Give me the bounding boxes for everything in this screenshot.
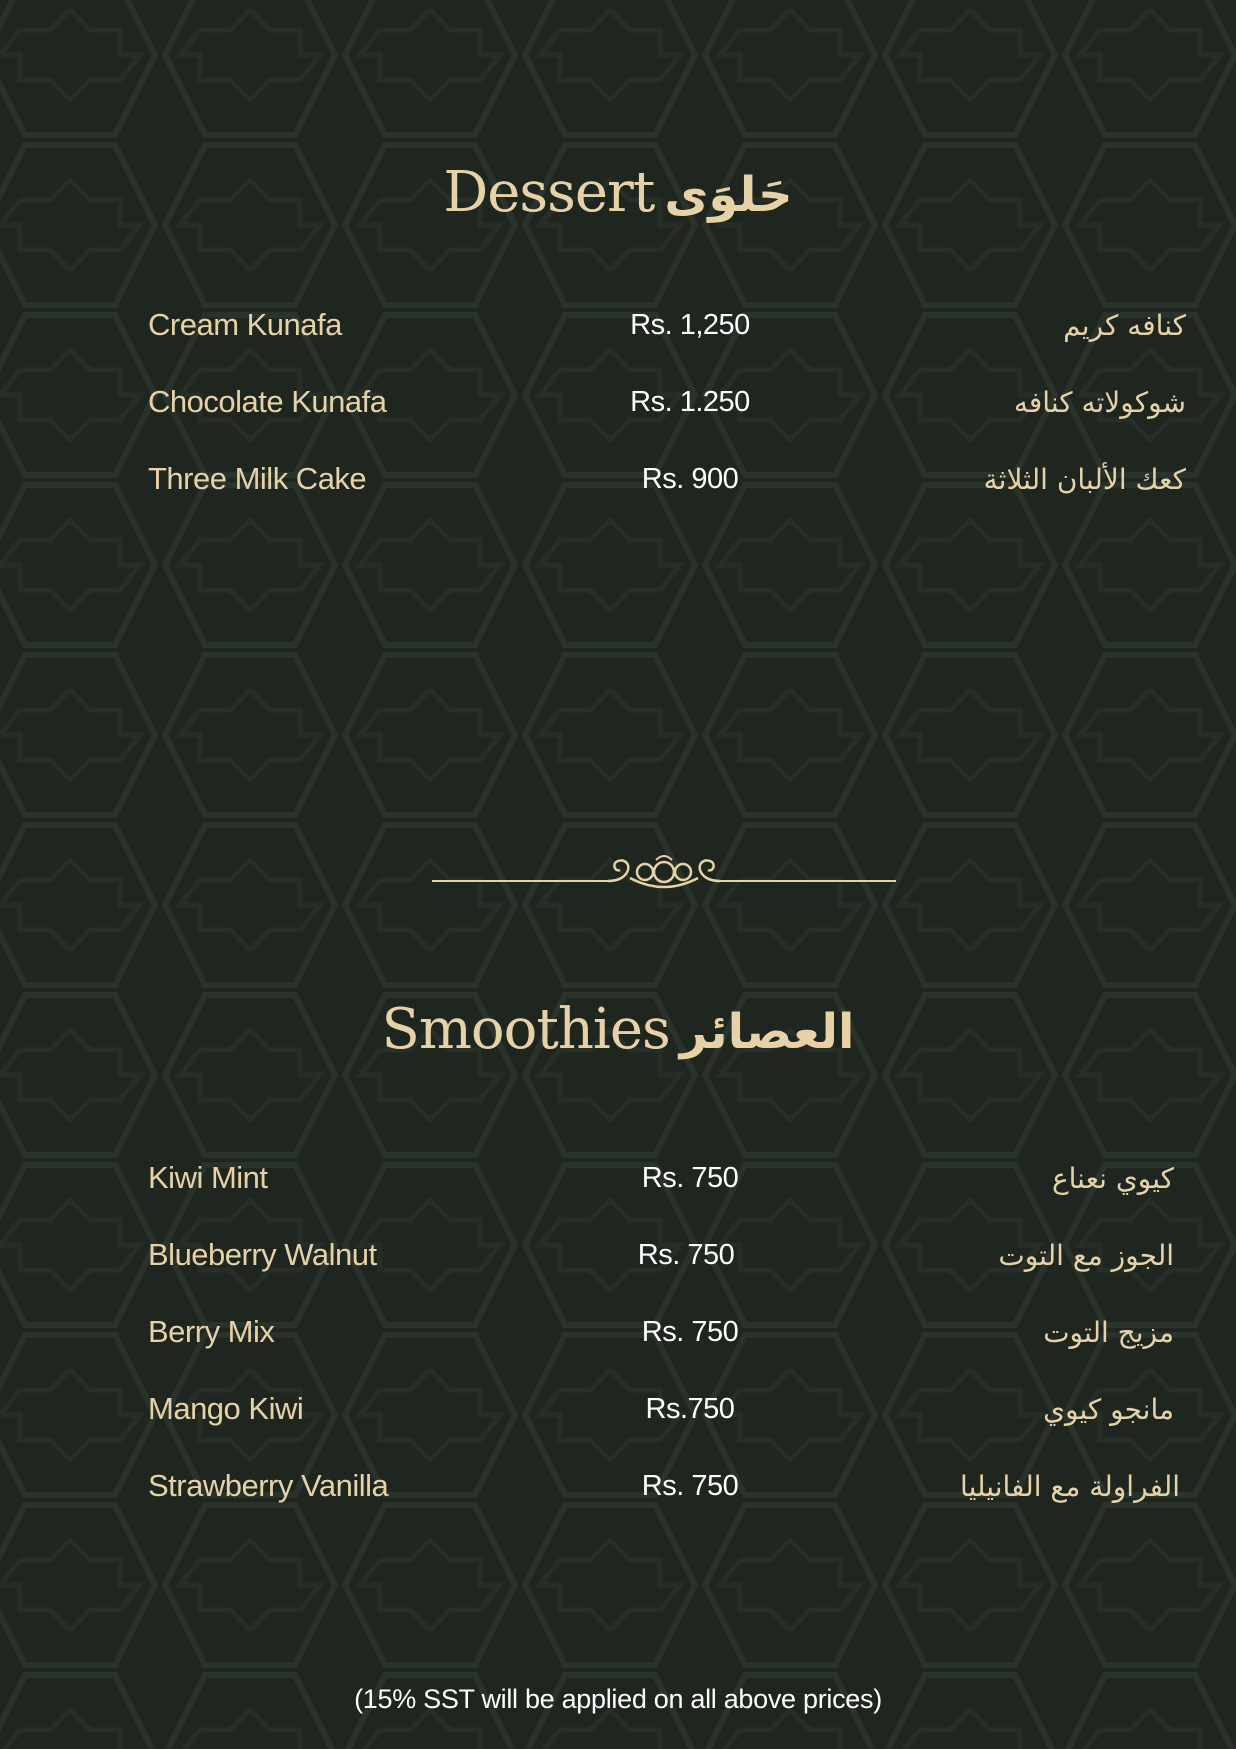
item-name: Blueberry Walnut (148, 1237, 377, 1272)
item-price: Rs. 750 (641, 1316, 739, 1348)
item-name-arabic: مزيج التوت (1043, 1316, 1174, 1349)
item-name: Mango Kiwi (148, 1391, 304, 1426)
item-name-arabic: كعك الألبان الثلاثة (983, 463, 1186, 496)
item-name: Kiwi Mint (148, 1160, 268, 1195)
dessert-title-en: Dessert (443, 160, 655, 225)
item-price: Rs. 750 (641, 1470, 739, 1502)
item-price: Rs. 750 (641, 1162, 739, 1194)
menu-item-row (0, 1468, 1236, 1512)
item-name-arabic: كيوي نعناع (1051, 1162, 1174, 1195)
item-name: Berry Mix (148, 1314, 275, 1349)
dessert-section-title (0, 160, 1236, 225)
item-name: Three Milk Cake (148, 461, 367, 496)
item-name: Chocolate Kunafa (148, 384, 387, 419)
menu-item-row (0, 461, 1236, 505)
item-name-arabic: الجوز مع التوت (998, 1239, 1174, 1272)
item-name-arabic: شوكولاته كنافه (1013, 386, 1186, 419)
item-name-arabic: الفراولة مع الفانيليا (960, 1470, 1180, 1503)
item-name: Strawberry Vanilla (148, 1468, 389, 1503)
item-name: Cream Kunafa (148, 307, 342, 342)
menu-item-row (0, 1237, 1236, 1281)
smoothies-section-title (0, 997, 1236, 1062)
menu-item-row (0, 307, 1236, 351)
menu-item-row (0, 1314, 1236, 1358)
menu-item-row (0, 1391, 1236, 1435)
item-price: Rs. 1,250 (630, 309, 750, 341)
item-name-arabic: مانجو كيوي (1043, 1393, 1174, 1426)
item-name-arabic: كنافه كريم (1063, 309, 1186, 342)
item-price: Rs. 1.250 (630, 386, 750, 418)
ornamental-divider (430, 848, 898, 898)
item-price: Rs.750 (645, 1393, 735, 1425)
dessert-title-ar: حَلوَى (664, 167, 793, 223)
menu-item-row (0, 1160, 1236, 1204)
menu-item-row (0, 384, 1236, 428)
tax-footnote: (15% SST will be applied on all above prices) (354, 1684, 882, 1714)
item-price: Rs. 750 (637, 1239, 735, 1271)
smoothies-title-en: Smoothies (381, 997, 670, 1062)
item-price: Rs. 900 (641, 463, 739, 495)
smoothies-title-ar: العصائر (679, 1004, 855, 1060)
